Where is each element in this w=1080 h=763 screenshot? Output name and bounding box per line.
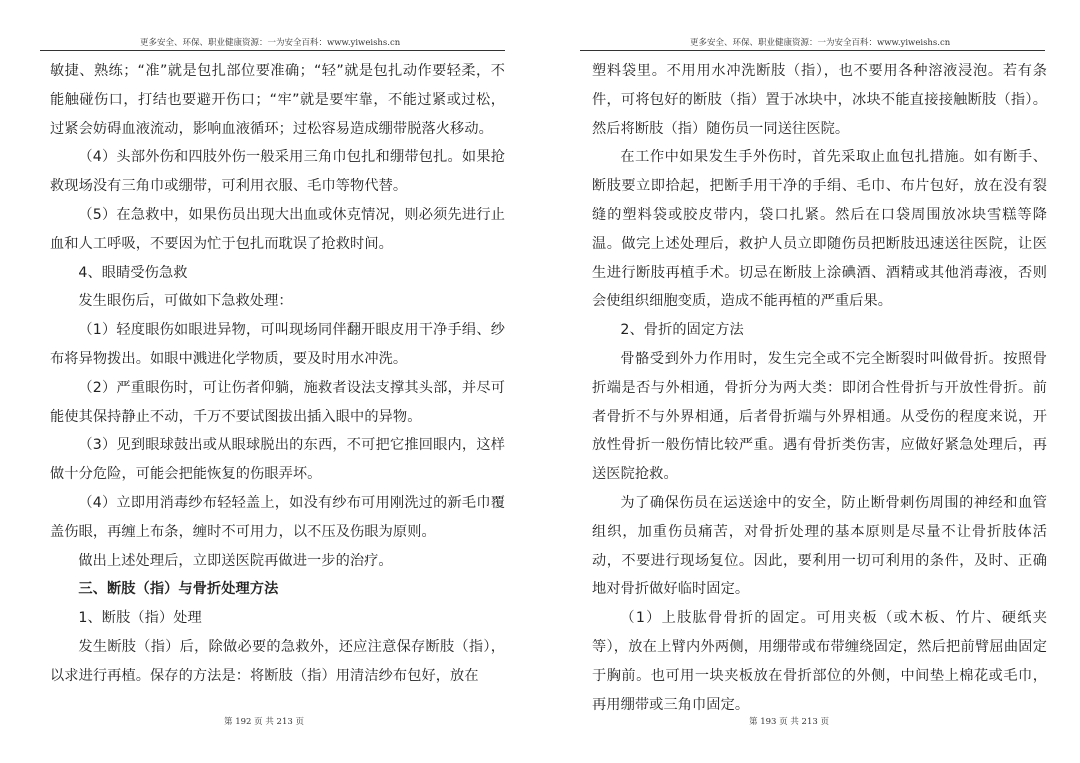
- page-header: 更多安全、环保、职业健康资源：一为安全百科：www.yiweishs.cn: [140, 38, 401, 48]
- paragraph: 为了确保伤员在运送途中的安全，防止断骨刺伤周围的神经和血管组织，加重伤员痛苦，对骨折处理的基本原则是尽量不让骨折肢体活动，不要进行现场复位。因此，要利用一切可利用的条件，及时、正确地对骨折做好临时固定。: [592, 494, 1047, 598]
- paragraph: 塑料袋里。不用用水冲洗断肢（指），也不要用各种溶液浸泡。若有条件，可将包好的断肢（指）置于冰块中，冰块不能直接接触断肢（指）。然后将断肢（指）随伤员一同送往医院。: [592, 63, 1047, 137]
- paragraph: （1）上肢肱骨骨折的固定。可用夹板（或木板、竹片、硬纸夹等），放在上臂内外两侧，用绷带或布带缠绕固定，然后把前臂屈曲固定于胸前。也可用一块夹板放在骨折部位的外侧，中间垫上棉花或毛巾，再用绷带或三角巾固定。: [592, 610, 1047, 713]
- page-body: [592, 57, 1047, 719]
- paragraph: （4）立即用消毒纱布轻轻盖上，如没有纱布可用刚洗过的新毛巾覆盖伤眼，再缠上布条，缠时不可用力，以不压及伤眼为原则。: [50, 494, 505, 540]
- paragraph: 做出上述处理后，立即送医院再做进一步的治疗。: [78, 552, 393, 569]
- paragraph: 敏捷、熟练；“准”就是包扎部位要准确；“轻”就是包扎动作要轻柔，不能触碰伤口，打结也要避开伤口；“牢”就是要牢靠，不能过紧或过松，过紧会妨碍血液流动，影响血液循环；过松容易造成绷带脱落火移动。: [50, 63, 505, 137]
- paragraph: 发生断肢（指）后，除做必要的急救外，还应注意保存断肢（指），以求进行再植。保存的方法是：将断肢（指）用清洁纱布包好，放在: [50, 638, 505, 684]
- paragraph: 在工作中如果发生手外伤时，首先采取止血包扎措施。如有断手、断肢要立即拾起，把断手用干净的手绢、毛巾、布片包好，放在没有裂缝的塑料袋或胶皮带内，袋口扎紧。然后在口袋周围放冰块雪糕等降温。做完上述处理后，救护人员立即随伤员把断肢迅速送往医院，让医生进行断肢再植手术。切忌在断肢上涂碘酒、酒精或其他消毒液，否则会使组织细胞变质，造成不能再植的严重后果。: [592, 149, 1047, 310]
- section-heading: 1、断肢（指）处理: [78, 610, 202, 627]
- header-divider: [40, 50, 505, 51]
- header-divider: [580, 50, 1045, 51]
- paragraph: 发生眼伤后，可做如下急救处理：: [78, 293, 293, 310]
- page-footer: 第 193 页 共 213 页: [749, 717, 829, 727]
- right-page: [540, 0, 1080, 763]
- section-heading: 2、骨折的固定方法: [620, 322, 744, 339]
- page-header: 更多安全、环保、职业健康资源：一为安全百科：www.yiweishs.cn: [690, 38, 951, 48]
- paragraph: （3）见到眼球鼓出或从眼球脱出的东西，不可把它推回眼内，这样做十分危险，可能会把能恢复的伤眼弄坏。: [50, 437, 505, 483]
- paragraph: （4）头部外伤和四肢外伤一般采用三角巾包扎和绷带包扎。如果抢救现场没有三角巾或绷带，可利用衣服、毛巾等物代替。: [50, 149, 505, 195]
- page-body: [50, 57, 505, 691]
- paragraph: 骨骼受到外力作用时，发生完全或不完全断裂时叫做骨折。按照骨折端是否与外相通，骨折分为两大类：即闭合性骨折与开放性骨折。前者骨折不与外界相通，后者骨折端与外界相通。从受伤的程度来说，开放性骨折一般伤情比较严重。遇有骨折类伤害，应做好紧急处理后，再送医院抢救。: [592, 350, 1047, 483]
- section-heading: 4、眼睛受伤急救: [78, 264, 188, 281]
- paragraph: （2）严重眼伤时，可让伤者仰躺，施救者设法支撑其头部，并尽可能使其保持静止不动，千万不要试图拔出插入眼中的异物。: [50, 379, 505, 425]
- page-footer: 第 192 页 共 213 页: [224, 717, 304, 727]
- chapter-heading: 三、断肢（指）与骨折处理方法: [78, 581, 279, 598]
- paragraph: （5）在急救中，如果伤员出现大出血或休克情况，则必须先进行止血和人工呼吸，不要因为忙于包扎而耽误了抢救时间。: [50, 206, 505, 252]
- paragraph: （1）轻度眼伤如眼进异物，可叫现场同伴翻开眼皮用干净手绢、纱布将异物拨出。如眼中溅进化学物质，要及时用水冲洗。: [50, 322, 505, 367]
